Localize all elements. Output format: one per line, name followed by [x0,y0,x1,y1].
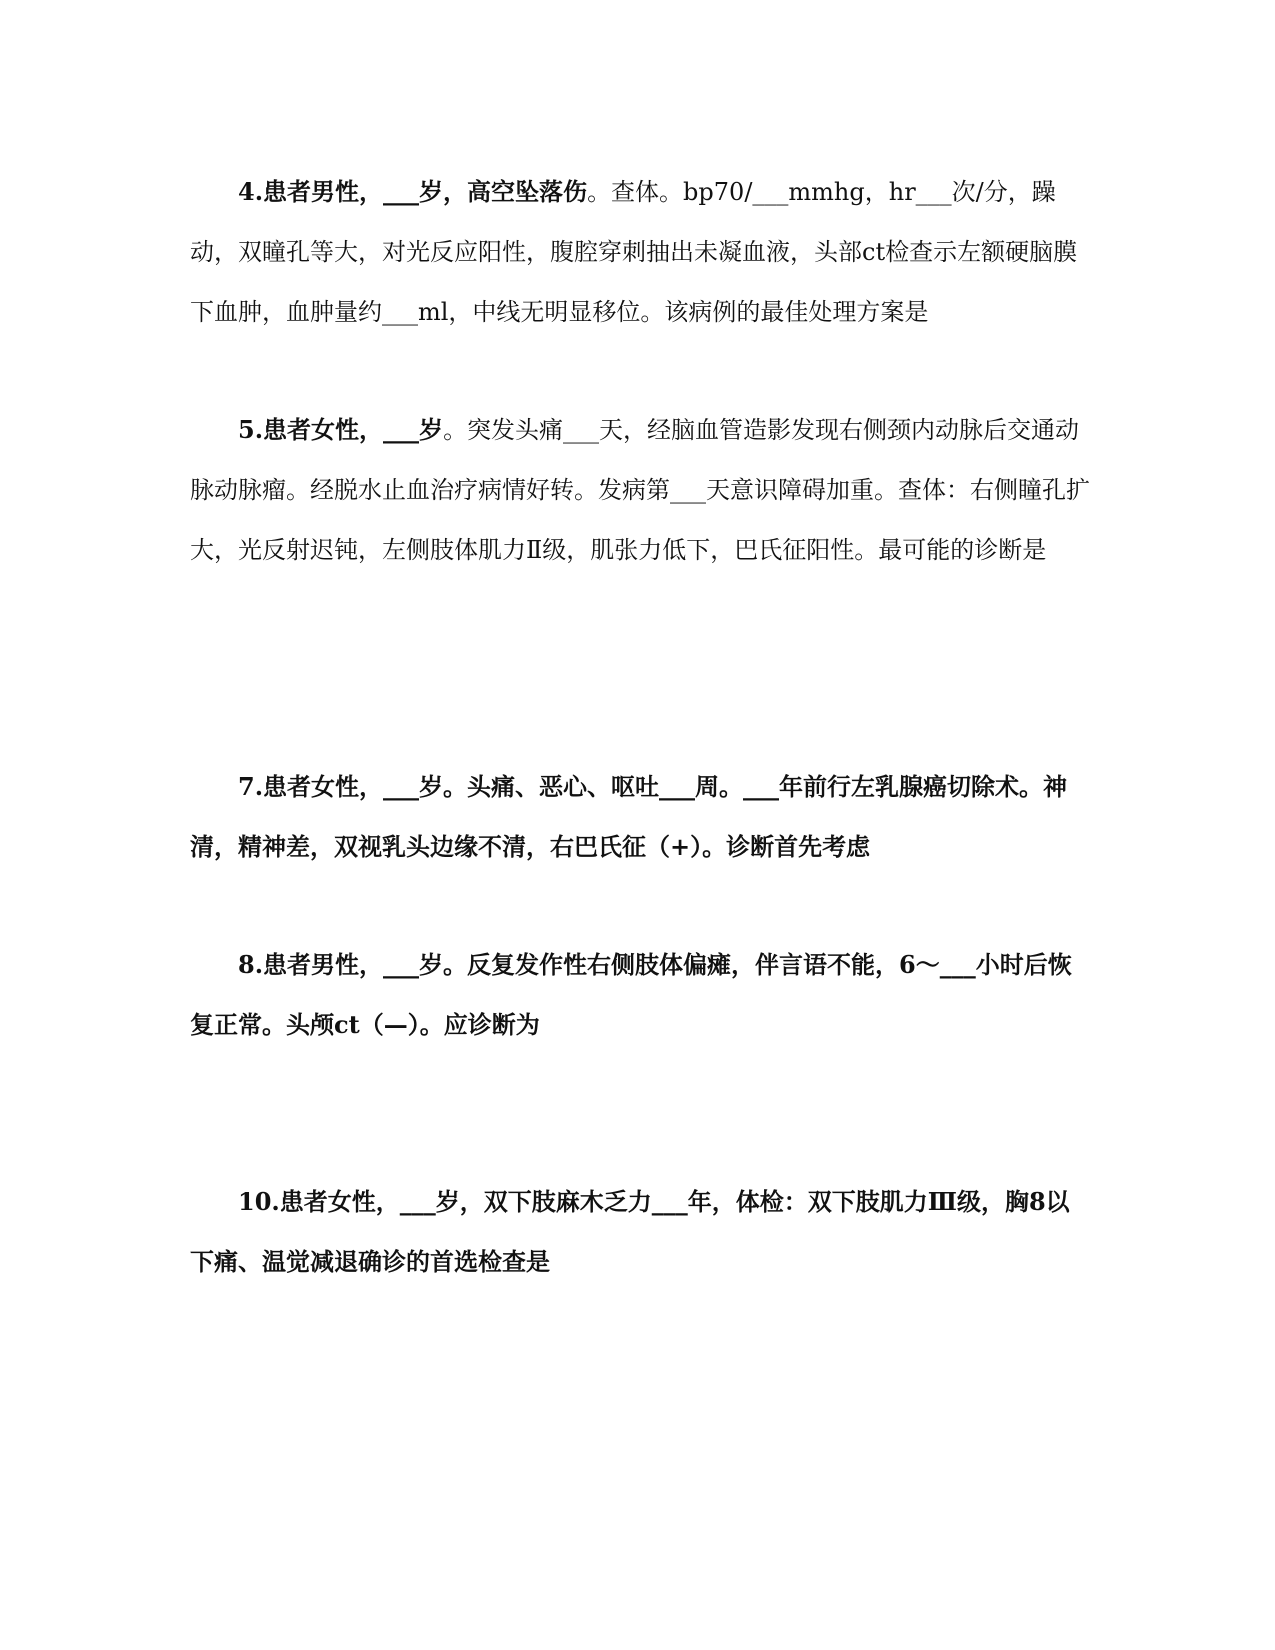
question-5 [190,400,1090,580]
question-8 [190,935,1090,1055]
question-4-lead: 4.患者男性，___岁，高空坠落伤 [238,177,588,206]
question-10-lead: 10.患者女性，___岁，双下肢麻木乏力___年，体检：双下肢肌力Ⅲ级，胸8以下痛、温觉减退确诊的首选检查是 [190,1187,1070,1276]
question-8-lead: 8.患者男性，___岁。反复发作性右侧肢体偏瘫，伴言语不能，6～___小时后恢复正常。头颅ct（—）。应诊断为 [190,950,1072,1039]
question-4 [190,162,1090,342]
question-7 [190,757,1090,877]
question-5-lead: 5.患者女性，___岁 [238,415,444,444]
question-7-lead: 7.患者女性，___岁。头痛、恶心、呕吐___周。___年前行左乳腺癌切除术。神清，精神差，双视乳头边缘不清，右巴氏征（+）。诊断首先考虑 [190,772,1068,861]
question-5-body: 。突发头痛___天，经脑血管造影发现右侧颈内动脉后交通动脉动脉瘤。经脱水止血治疗病情好转。发病第___天意识障碍加重。查体：右侧瞳孔扩大，光反射迟钝，左侧肢体肌力Ⅱ级，肌张力低下，巴氏征阳性。最可能的诊断是 [190,416,1090,564]
question-10 [190,1172,1090,1292]
question-4-body: 。查体。bp70/___mmhg，hr___次/分，躁动，双瞳孔等大，对光反应阳性，腹腔穿刺抽出未凝血液，头部ct检查示左额硬脑膜下血肿，血肿量约___ml，中线无明显移位。该病例的最佳处理方案是 [190,178,1078,326]
